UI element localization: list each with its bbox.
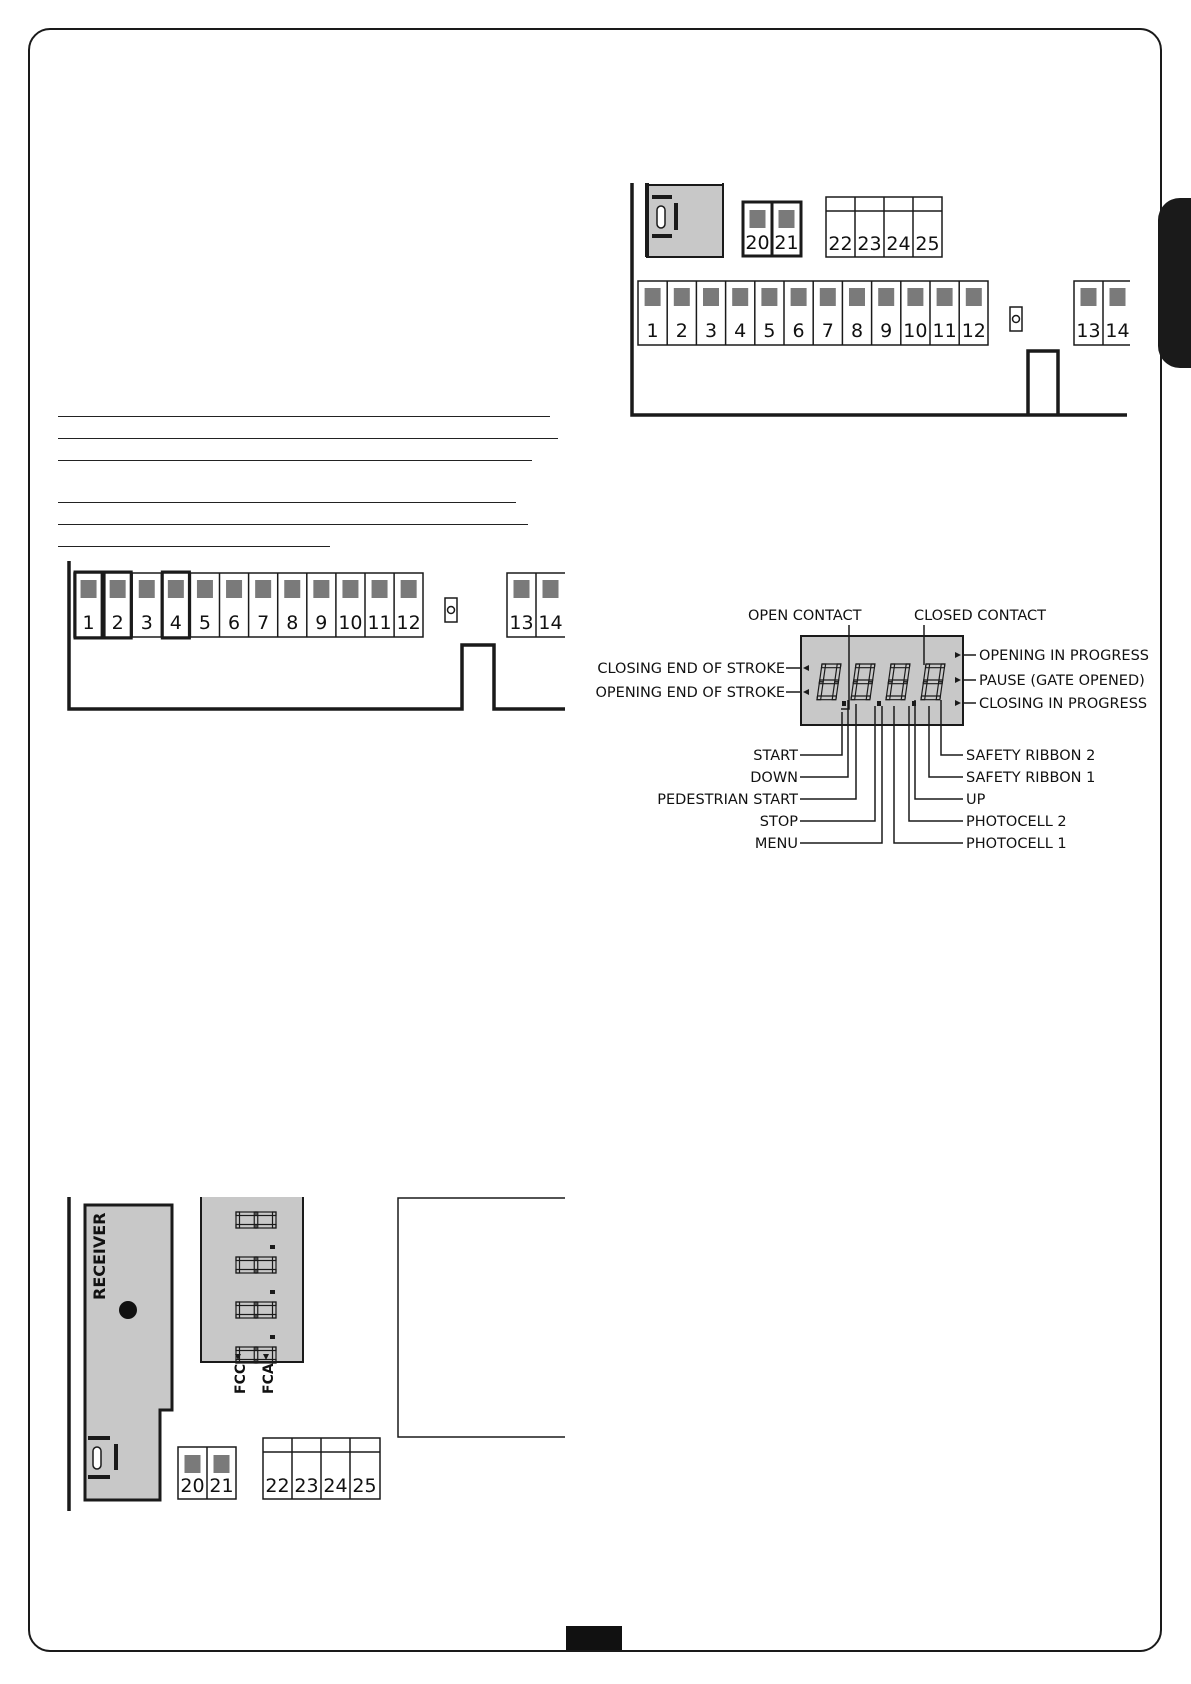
terminal-23 bbox=[857, 233, 881, 255]
terminal-number: 7 bbox=[821, 320, 834, 342]
terminal-number: 9 bbox=[880, 320, 893, 342]
terminal-number: 4 bbox=[169, 612, 182, 634]
terminal-number: 10 bbox=[338, 612, 363, 634]
terminal-number: 25 bbox=[915, 233, 940, 255]
terminal-screw bbox=[81, 580, 97, 598]
label-down: DOWN bbox=[750, 770, 798, 786]
terminal-screw bbox=[313, 580, 329, 598]
terminal-number: 4 bbox=[734, 320, 747, 342]
terminal-number: 11 bbox=[932, 320, 957, 342]
terminal-screw bbox=[342, 580, 358, 598]
terminal-25 bbox=[352, 1475, 376, 1497]
terminal-screw bbox=[820, 288, 836, 306]
terminal-screw bbox=[1081, 288, 1097, 306]
terminal-25 bbox=[915, 233, 939, 255]
label-closed-contact: CLOSED CONTACT bbox=[914, 608, 1047, 624]
terminal-screw bbox=[543, 580, 559, 598]
terminal-screw bbox=[849, 288, 865, 306]
terminal-screw bbox=[907, 288, 923, 306]
terminal-screw bbox=[732, 288, 748, 306]
terminal-screw bbox=[645, 288, 661, 306]
terminal-screw bbox=[255, 580, 271, 598]
label-stop: STOP bbox=[759, 814, 798, 830]
terminal-number: 13 bbox=[509, 612, 534, 634]
terminal-screw bbox=[761, 288, 777, 306]
terminal-number: 25 bbox=[352, 1475, 377, 1497]
label-safety-ribbon-2: SAFETY RIBBON 2 bbox=[966, 748, 1096, 764]
terminal-number: 12 bbox=[396, 612, 421, 634]
decimal-point bbox=[842, 701, 846, 706]
terminal-screw bbox=[1110, 288, 1126, 306]
label-up: UP bbox=[966, 792, 986, 808]
terminal-number: 3 bbox=[704, 320, 718, 342]
fca-label: FCA bbox=[261, 1363, 277, 1394]
terminal-number: 14 bbox=[538, 612, 563, 634]
terminal-24 bbox=[323, 1475, 347, 1497]
terminal-number: 22 bbox=[828, 233, 853, 255]
terminal-number: 23 bbox=[857, 233, 882, 255]
terminal-number: 23 bbox=[294, 1475, 319, 1497]
terminal-number: 12 bbox=[961, 320, 986, 342]
display-diagram bbox=[786, 625, 976, 843]
terminal-number: 8 bbox=[850, 320, 864, 342]
terminal-number: 1 bbox=[646, 320, 659, 342]
terminal-number: 3 bbox=[140, 612, 153, 634]
terminal-screw bbox=[401, 580, 417, 598]
terminal-screw bbox=[674, 288, 690, 306]
terminal-22 bbox=[265, 1475, 289, 1497]
terminal-number: 20 bbox=[745, 232, 770, 254]
terminal-23 bbox=[294, 1475, 318, 1497]
terminal-number: 10 bbox=[903, 320, 928, 342]
terminal-screw bbox=[185, 1455, 201, 1473]
terminal-screw bbox=[966, 288, 982, 306]
terminal-screw bbox=[372, 580, 388, 598]
terminal-screw bbox=[139, 580, 155, 598]
label-menu: MENU bbox=[754, 836, 798, 852]
label-pedestrian-start: PEDESTRIAN START bbox=[657, 792, 798, 808]
terminal-24 bbox=[886, 233, 910, 255]
decimal-point bbox=[270, 1335, 275, 1339]
terminal-number: 6 bbox=[792, 320, 805, 342]
terminal-screw bbox=[937, 288, 953, 306]
terminal-screw bbox=[514, 580, 530, 598]
label-photocell-1: PHOTOCELL 1 bbox=[966, 836, 1067, 852]
terminal-screw bbox=[791, 288, 807, 306]
terminal-number: 20 bbox=[180, 1475, 205, 1497]
terminal-screw bbox=[214, 1455, 230, 1473]
terminal-number: 22 bbox=[265, 1475, 290, 1497]
terminal-screw bbox=[878, 288, 894, 306]
label-opening-end-of-stroke: OPENING END OF STROKE bbox=[595, 685, 785, 701]
terminal-screw bbox=[110, 580, 126, 598]
terminal-number: 21 bbox=[774, 232, 799, 254]
label-start: START bbox=[753, 748, 798, 764]
terminal-number: 11 bbox=[367, 612, 392, 634]
fcc-label: FCC bbox=[233, 1363, 249, 1394]
terminal-screw bbox=[197, 580, 213, 598]
terminal-number: 6 bbox=[228, 612, 241, 634]
terminal-number: 5 bbox=[763, 320, 776, 342]
terminal-number: 24 bbox=[323, 1475, 348, 1497]
terminal-number: 14 bbox=[1105, 320, 1130, 342]
terminal-number: 2 bbox=[675, 320, 688, 342]
terminal-number: 21 bbox=[209, 1475, 234, 1497]
terminal-number: 7 bbox=[257, 612, 270, 634]
terminal-screw bbox=[226, 580, 242, 598]
terminal-screw bbox=[703, 288, 719, 306]
label-pause-gate-opened: PAUSE (GATE OPENED) bbox=[979, 673, 1145, 689]
label-opening-in-progress: OPENING IN PROGRESS bbox=[979, 648, 1149, 664]
label-closing-in-progress: CLOSING IN PROGRESS bbox=[979, 696, 1148, 712]
receiver-label: RECEIVER bbox=[90, 1212, 109, 1300]
terminal-number: 5 bbox=[198, 612, 211, 634]
label-safety-ribbon-1: SAFETY RIBBON 1 bbox=[966, 770, 1096, 786]
terminal-number: 2 bbox=[111, 612, 124, 634]
label-open-contact: OPEN CONTACT bbox=[748, 608, 862, 624]
terminal-22 bbox=[828, 233, 852, 255]
terminal-number: 13 bbox=[1076, 320, 1101, 342]
terminal-screw bbox=[779, 210, 795, 228]
terminal-screw bbox=[750, 210, 766, 228]
decimal-point bbox=[270, 1290, 275, 1294]
decimal-point bbox=[877, 701, 881, 706]
decimal-point bbox=[270, 1245, 275, 1249]
decimal-point bbox=[912, 701, 916, 706]
terminal-number: 1 bbox=[82, 612, 95, 634]
terminal-screw bbox=[284, 580, 300, 598]
terminal-number: 9 bbox=[315, 612, 328, 634]
terminal-number: 24 bbox=[886, 233, 911, 255]
label-closing-end-of-stroke: CLOSING END OF STROKE bbox=[597, 661, 785, 677]
terminal-number: 8 bbox=[286, 612, 299, 634]
terminal-screw bbox=[168, 580, 184, 598]
label-photocell-2: PHOTOCELL 2 bbox=[966, 814, 1067, 830]
bottom-board bbox=[69, 1197, 565, 1511]
